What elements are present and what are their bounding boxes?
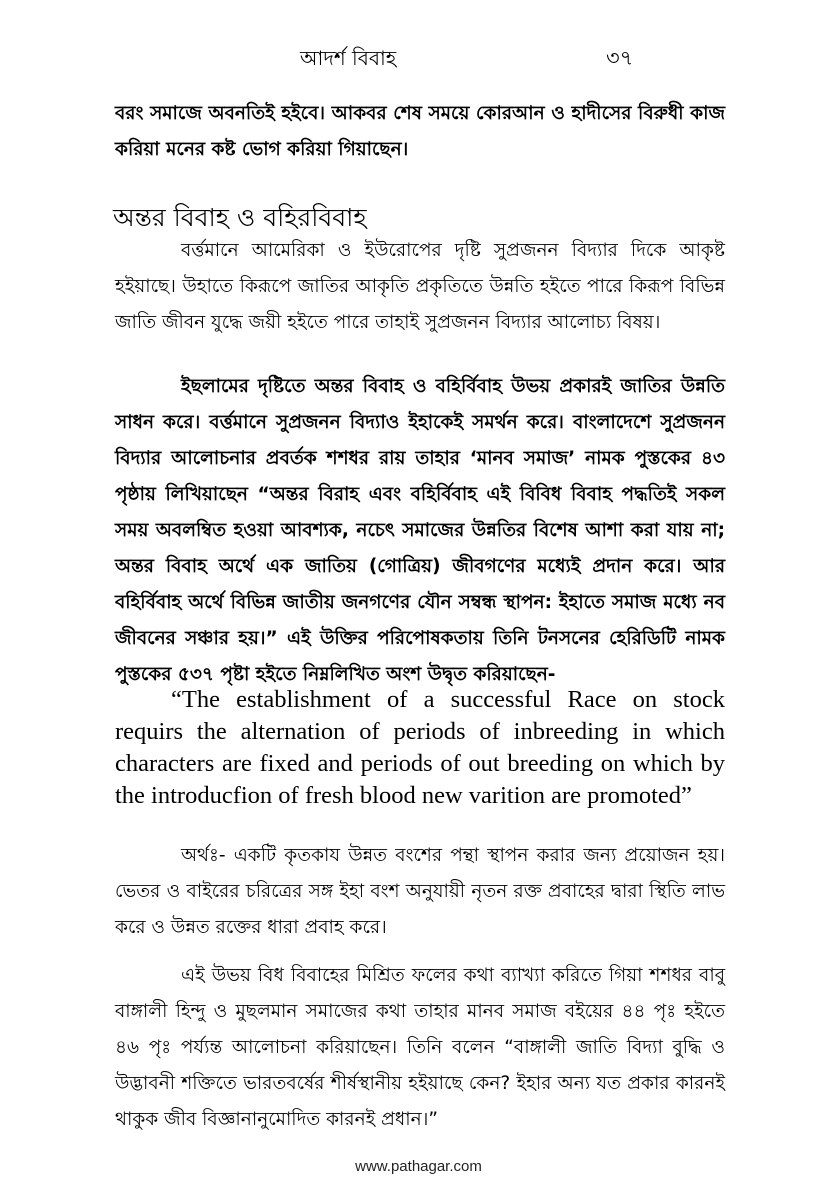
paragraph-islam-view: ইছলামের দৃষ্টিতে অন্তর বিবাহ ও বহির্বিবাহ উভয় প্রকারই জাতির উন্নতি সাধন করে। বর্ত্তমানে সুপ্রজনন বিদ্যাও ইহাকেই সমর্থন করে। বাংলাদেশে সুপ্রজনন বিদ্যার আলোচনার প্রবর্তক শশধর রায় তাহার ‘মানব সমাজ’ নামক পুস্তকের ৪৩ পৃষ্ঠায় লিখিয়াছেন “অন্তর বিরাহ এবং বহির্বিবাহ এই বিবিধ বিবাহ পদ্ধতিই সকল সময় অবলম্বিত হওয়া আবশ্যক, নচেৎ সমাজের উন্নতির বিশেষ আশা করা যায় না; অন্তর বিবাহ অর্থে এক জাতিয় (গোত্রিয়) জীবগণের মধ্যেই প্রদান করে। আর বহির্বিবাহ অর্থে বিভিন্ন জাতীয় জনগণের যৌন সম্বন্ধ স্থাপন: ইহাতে সমাজ মধ্যে নব জীবনের সঞ্চার হয়।” এই উক্তির পরিপোষকতায় তিনি টনসনের হেরিডিটি নামক পুস্তকের ৫৩৭ পৃষ্টা হইতে নিম্নলিখিত অংশ উদ্বৃত করিয়াছেন-	[115, 376, 725, 685]
footer-website: www.pathagar.com	[355, 1158, 482, 1175]
section-heading: অন্তর বিবাহ ও বহিরবিবাহ	[113, 203, 367, 232]
page-number: ৩৭	[606, 46, 634, 70]
running-header-title: আদর্শ বিবাহ	[300, 46, 397, 70]
paragraph-mixed-marriage: এই উভয় বিধ বিবাহের মিশ্রিত ফলের কথা ব্যাখ্যা করিতে গিয়া শশধর বাবু বাঙ্গালী হিন্দু ও মুছলমান সমাজের কথা তাহার মানব সমাজ বইয়ের ৪৪ পৃঃ হইতে ৪৬ পৃঃ পর্য্যন্ত আলোচনা করিয়াছেন। তিনি বলেন “বাঙ্গালী জাতি বিদ্যা বুদ্ধি ও উদ্ভাবনী শক্তিতে ভারতবর্ষের শীর্ষস্থানীয় হইয়াছে কেন? ইহার অন্য যত প্রকার কারনই থাকুক জীব বিজ্ঞানানুমোদিত কারনই প্রধান।”	[115, 965, 725, 1130]
paragraph-meaning: অর্থঃ- একটি কৃতকায উন্নত বংশের পন্থা স্থাপন করার জন্য প্রয়োজন হয়। ভেতর ও বাইরের চরিত্রের সঙ্গ ইহা বংশ অনুযায়ী নৃতন রক্ত প্রবাহের দ্বারা স্থিতি লাভ করে ও উন্নত রক্তের ধারা প্রবাহ করে।	[115, 845, 725, 938]
paragraph-intro: বরং সমাজে অবনতিই হইবে। আকবর শেষ সময়ে কোরআন ও হাদীসের বিরুধী কাজ করিয়া মনের কষ্ট ভোগ করিয়া গিয়াছেন।	[115, 103, 725, 160]
paragraph-eugenics: বর্ত্তমানে আমেরিকা ও ইউরোপের দৃষ্টি সুপ্রজনন বিদ্যার দিকে আকৃষ্ট হইয়াছে। উহাতে কিরূপে জাতির আকৃতি প্রকৃতিতে উন্নতি হইতে পারে কিরূপ বিভিন্ন জাতি জীবন যুদ্ধে জয়ী হইতে পারে তাহাই সুপ্রজনন বিদ্যার আলোচ্য বিষয়।	[115, 240, 725, 333]
english-quote: “The establishment of a successful Race on stock requirs the alternation of periods of inbreeding in which characters are fixed and periods of out breeding on which by the introducfion of fresh blood new varition are promoted”	[115, 686, 725, 809]
